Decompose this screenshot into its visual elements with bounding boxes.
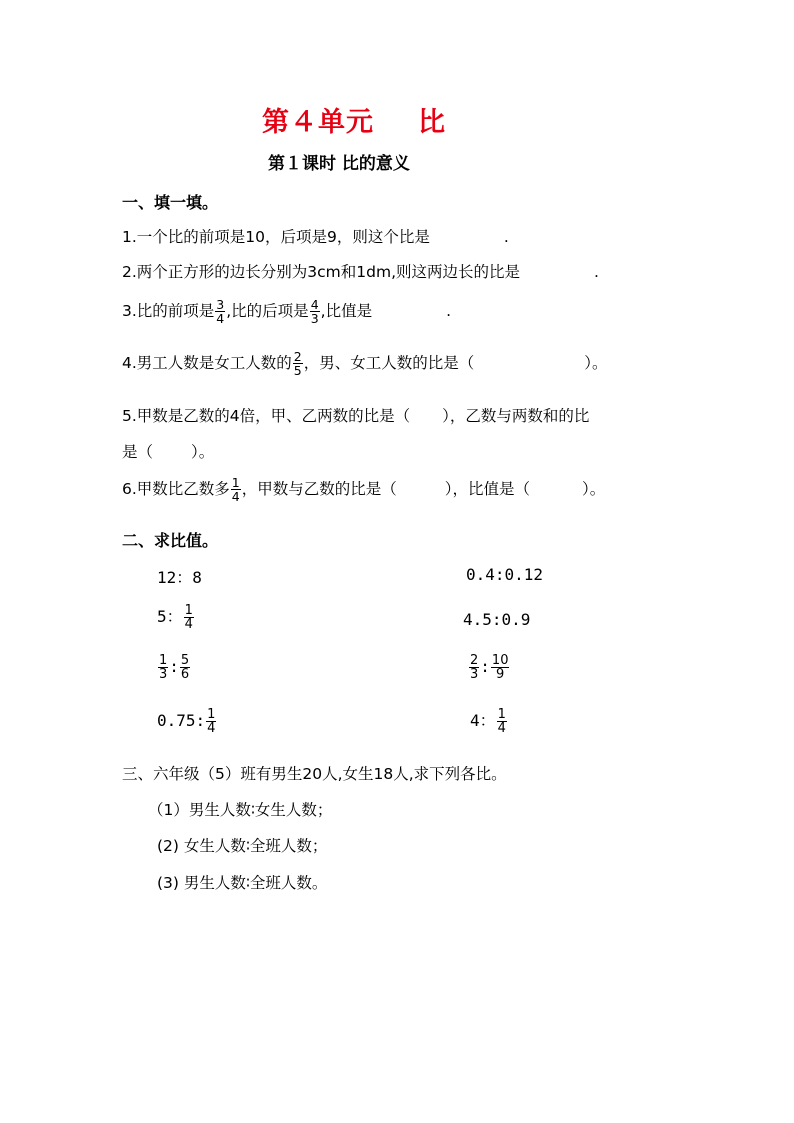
section-2-heading: 二、求比值。 [122, 531, 219, 550]
ratio-task: (3) 男生人数∶全班人数。 [157, 874, 328, 892]
fraction: $\frac{5}{6}$ [180, 653, 190, 682]
fraction: $\frac{1}{4}$ [497, 707, 506, 736]
ratio-expression: $\frac{1}{3}$ : $\frac{5}{6}$ [159, 653, 190, 682]
ratio-expression: 5： $\frac{1}{4}$ [157, 603, 193, 632]
question-5-cont: 是（ ）。 [122, 443, 215, 461]
fraction: $\frac{10}{9}$ [491, 653, 509, 682]
lesson-subtitle: 第１课时 比的意义 [268, 154, 410, 174]
ratio-expression: 12：8 [157, 568, 202, 587]
question-2: 2.两个正方形的边长分别为3cm和1dm,则这两边长的比是 . [122, 263, 599, 281]
topic-label: 比 [418, 107, 446, 138]
ratio-expression: 0.75: $\frac{1}{4}$ [157, 707, 216, 736]
ratio-expression: 4： $\frac{1}{4}$ [470, 707, 506, 736]
ratio-task: （1）男生人数∶女生人数； [148, 801, 333, 819]
question-4: 4.男工人数是女工人数的 $\frac{2}{5}$ ，男、女工人数的比是（ ）。 [122, 349, 608, 378]
fraction: $\frac{4}{3}$ [310, 297, 319, 326]
fraction: $\frac{2}{5}$ [293, 349, 302, 378]
fraction: $\frac{1}{4}$ [231, 475, 240, 504]
ratio-expression: 4.5:0.9 [463, 610, 531, 629]
unit-label: 第４单元 [262, 107, 374, 138]
ratio-task: (2) 女生人数∶全班人数； [157, 837, 328, 855]
section-3-heading: 三、六年级（5）班有男生20人,女生18人,求下列各比。 [122, 765, 507, 783]
question-5: 5.甲数是乙数的4倍，甲、乙两数的比是（ ），乙数与两数和的比 [122, 407, 590, 425]
ratio-expression: 0.4:0.12 [466, 565, 544, 584]
question-1: 1.一个比的前项是10，后项是9，则这个比是 . [122, 228, 509, 246]
question-3: 3.比的前项是 $\frac{3}{4}$ ,比的后项是 $\frac{4}{3}$ ,比值是 . [122, 297, 452, 326]
fraction: $\frac{1}{4}$ [207, 707, 216, 736]
fraction: $\frac{1}{3}$ [159, 653, 168, 682]
page-title [262, 100, 446, 139]
section-1-heading: 一、填一填。 [122, 193, 219, 212]
fraction: $\frac{1}{4}$ [184, 603, 193, 632]
fraction: $\frac{2}{3}$ [470, 653, 479, 682]
question-6: 6.甲数比乙数多 $\frac{1}{4}$ ，甲数与乙数的比是（ ），比值是（ ）。 [122, 475, 606, 504]
ratio-expression: $\frac{2}{3}$ : $\frac{10}{9}$ [470, 653, 509, 682]
fraction: $\frac{3}{4}$ [216, 297, 225, 326]
